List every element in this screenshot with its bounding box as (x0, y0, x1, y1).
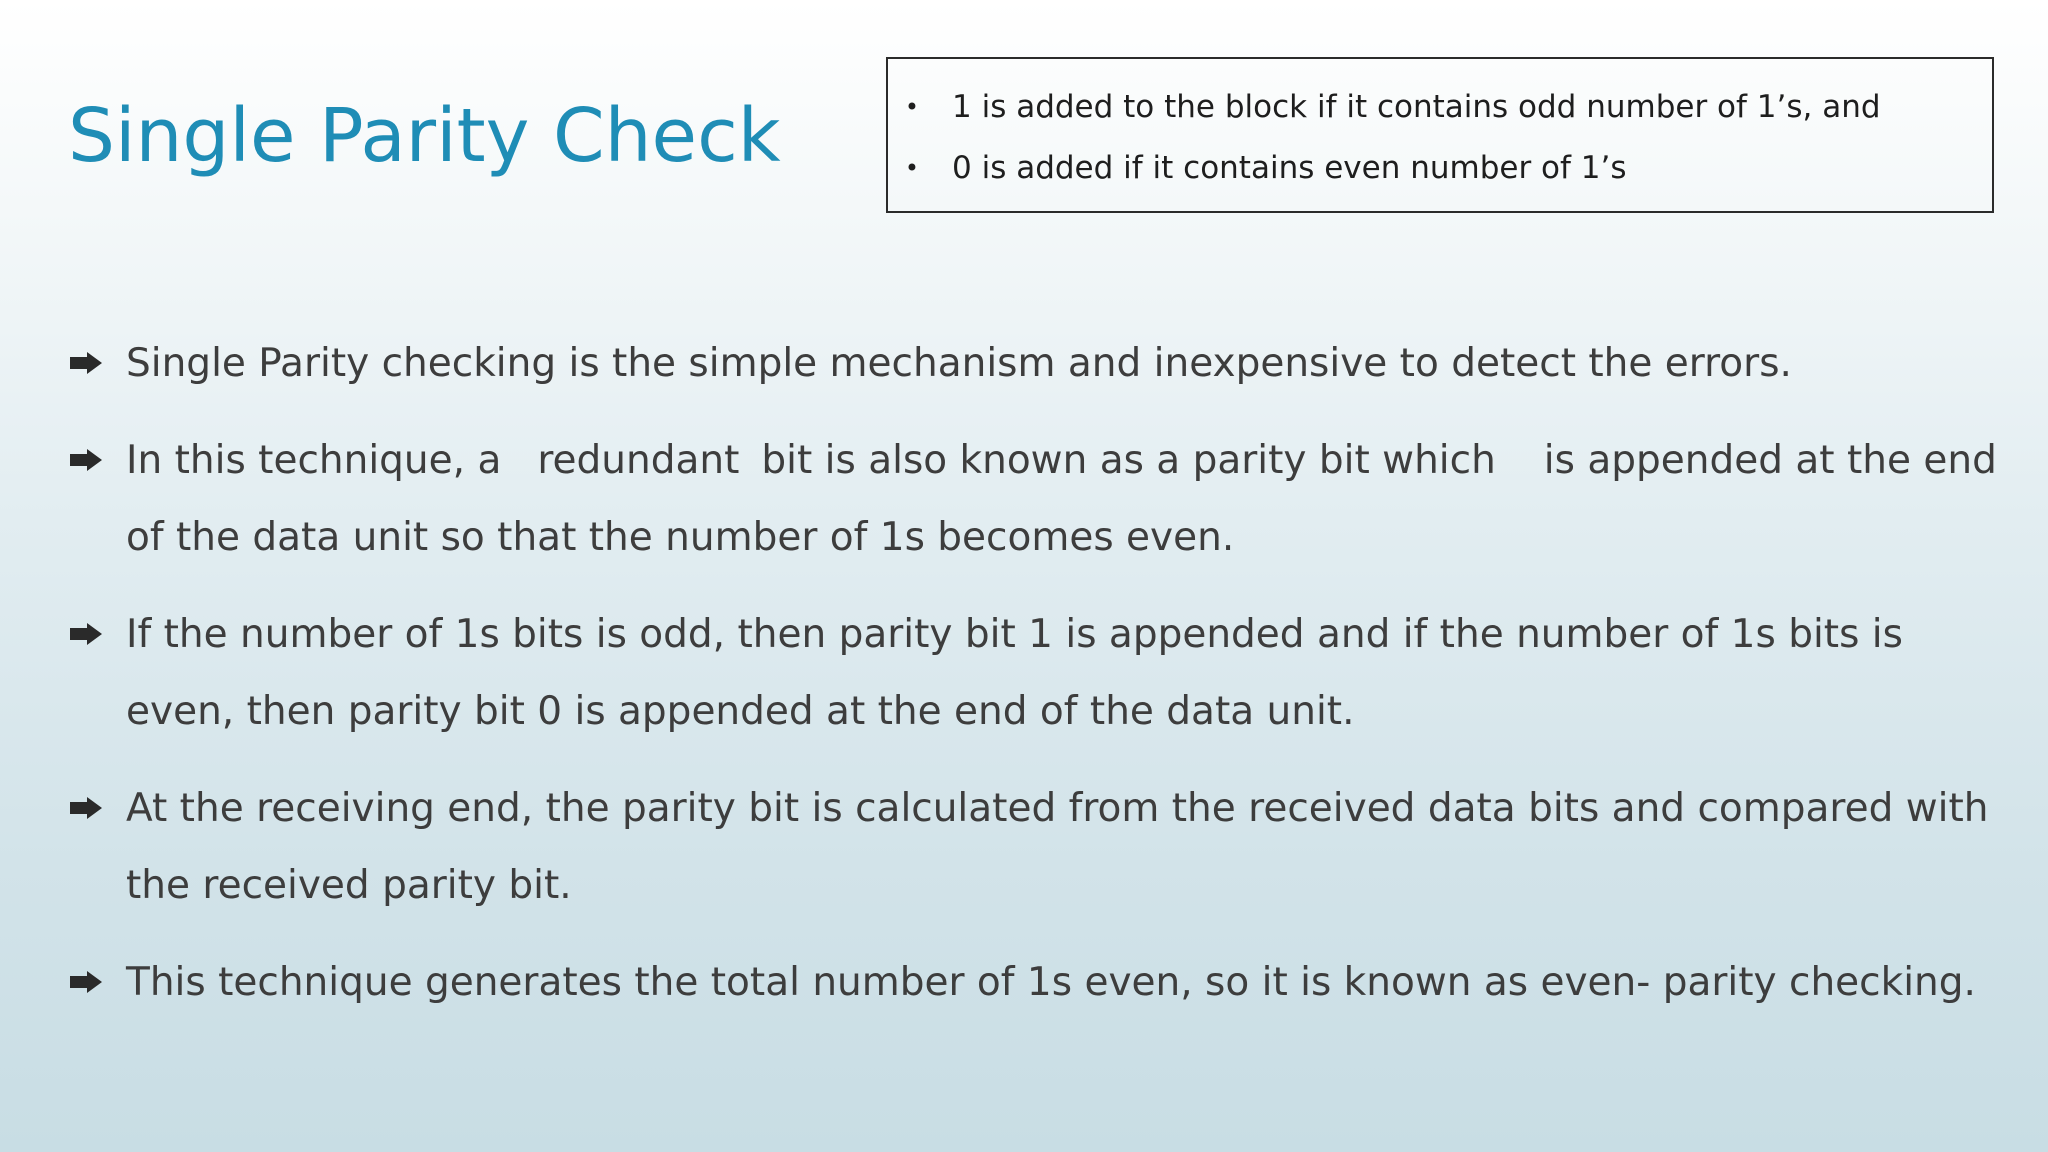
bullet-text-part: redundant (537, 438, 740, 483)
slide-title: Single Parity Check (68, 93, 781, 179)
bullet-item-receiving-end (68, 770, 2008, 924)
note-item (888, 138, 1992, 199)
bullet-text-part: bit is also known as a parity bit which (761, 438, 1496, 483)
bullet-item-mechanism (68, 325, 2008, 402)
right-arrow-icon (70, 797, 102, 819)
bullet-item-technique (68, 422, 2008, 576)
note-item-text: 1 is added to the block if it contains odd number of 1’s, and (952, 89, 1881, 125)
bullet-list (68, 325, 2008, 1041)
bullet-text: If the number of 1s bits is odd, then parity bit 1 is appended and if the number of 1s bits is even, then parity bit 0 is appended at the end of the data unit. (126, 612, 1903, 734)
bullet-text-part: In this technique, a (126, 438, 502, 483)
bullet-text-part: is appended at the end of the data unit so that the number of 1s becomes even. (126, 438, 1997, 560)
note-box (886, 57, 1994, 213)
bullet-item-odd-even (68, 596, 2008, 750)
note-item (888, 77, 1992, 138)
dot-icon: • (904, 93, 920, 121)
bullet-item-even-parity (68, 944, 2008, 1021)
dot-icon: • (904, 154, 920, 182)
note-list (888, 59, 1992, 199)
right-arrow-icon (70, 971, 102, 993)
right-arrow-icon (70, 449, 102, 471)
right-arrow-icon (70, 352, 102, 374)
bullet-text: Single Parity checking is the simple mechanism and inexpensive to detect the errors. (126, 341, 1792, 386)
bullet-text: This technique generates the total number of 1s even, so it is known as even- parity checking. (126, 960, 1976, 1005)
bullet-text: At the receiving end, the parity bit is calculated from the received data bits and compared with the received parity bit. (126, 786, 1989, 908)
right-arrow-icon (70, 623, 102, 645)
note-item-text: 0 is added if it contains even number of 1’s (952, 150, 1627, 186)
